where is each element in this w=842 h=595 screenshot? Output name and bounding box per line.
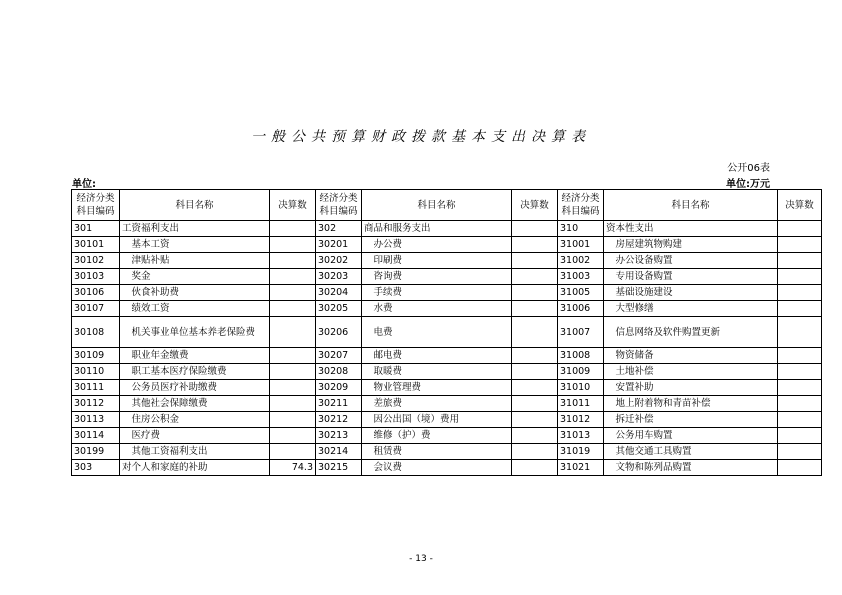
code-cell: 30208 [316,364,362,380]
name-cell: 办公设备购置 [604,253,778,269]
amount-cell [270,237,316,253]
amount-cell [512,380,558,396]
table-row [72,253,822,269]
code-cell: 302 [316,221,362,237]
header-code-3: 经济分类科目编码 [558,190,604,221]
amount-cell [778,380,822,396]
name-cell: 手续费 [362,285,512,301]
amount-cell [512,317,558,348]
amount-cell [512,348,558,364]
header-amount-2: 决算数 [512,190,558,221]
amount-cell [778,285,822,301]
amount-cell [270,301,316,317]
name-cell: 文物和陈列品购置 [604,460,778,476]
amount-cell [512,460,558,476]
name-cell: 会议费 [362,460,512,476]
header-amount-1: 决算数 [270,190,316,221]
amount-cell [270,428,316,444]
name-cell: 取暖费 [362,364,512,380]
expenditure-table [71,189,822,476]
name-cell: 住房公积金 [120,412,270,428]
amount-cell [512,301,558,317]
table-row [72,428,822,444]
name-cell: 租赁费 [362,444,512,460]
name-cell: 资本性支出 [604,221,778,237]
code-cell: 301 [72,221,120,237]
name-cell: 基础设施建设 [604,285,778,301]
amount-cell [512,269,558,285]
amount-cell [270,380,316,396]
amount-cell [778,301,822,317]
code-cell: 30205 [316,301,362,317]
code-cell: 30204 [316,285,362,301]
amount-cell [270,253,316,269]
amount-cell [778,269,822,285]
unit-label: 单位: [72,179,96,190]
name-cell: 其他社会保障缴费 [120,396,270,412]
code-cell: 30213 [316,428,362,444]
name-cell: 大型修缮 [604,301,778,317]
table-row [72,460,822,476]
name-cell: 机关事业单位基本养老保险费 [120,317,270,348]
code-cell: 30108 [72,317,120,348]
page-title: 一般公共预算财政拨款基本支出决算表 [251,129,591,145]
amount-cell [778,237,822,253]
amount-cell [270,396,316,412]
amount-cell [778,364,822,380]
name-cell: 职业年金缴费 [120,348,270,364]
code-cell: 30209 [316,380,362,396]
name-cell: 物业管理费 [362,380,512,396]
code-cell: 31002 [558,253,604,269]
name-cell: 专用设备购置 [604,269,778,285]
name-cell: 维修（护）费 [362,428,512,444]
name-cell: 奖金 [120,269,270,285]
table-header-row [72,190,822,221]
amount-cell [778,253,822,269]
amount-cell [512,396,558,412]
code-cell: 30112 [72,396,120,412]
code-cell: 30101 [72,237,120,253]
code-cell: 31006 [558,301,604,317]
header-amount-3: 决算数 [778,190,822,221]
name-cell: 土地补偿 [604,364,778,380]
name-cell: 邮电费 [362,348,512,364]
amount-cell: 74.3 [270,460,316,476]
name-cell: 商品和服务支出 [362,221,512,237]
amount-cell [778,428,822,444]
code-cell: 31008 [558,348,604,364]
amount-cell [270,364,316,380]
code-cell: 31019 [558,444,604,460]
code-cell: 30109 [72,348,120,364]
code-cell: 30113 [72,412,120,428]
code-cell: 310 [558,221,604,237]
table-row [72,396,822,412]
code-cell: 303 [72,460,120,476]
name-cell: 其他工资福利支出 [120,444,270,460]
name-cell: 差旅费 [362,396,512,412]
table-row [72,237,822,253]
header-code-2: 经济分类科目编码 [316,190,362,221]
name-cell: 办公费 [362,237,512,253]
code-cell: 31011 [558,396,604,412]
code-cell: 31005 [558,285,604,301]
name-cell: 咨询费 [362,269,512,285]
name-cell: 房屋建筑物购建 [604,237,778,253]
table-row [72,221,822,237]
name-cell: 因公出国（境）费用 [362,412,512,428]
code-cell: 30215 [316,460,362,476]
amount-cell [778,317,822,348]
amount-cell [270,348,316,364]
code-cell: 31013 [558,428,604,444]
amount-cell [778,444,822,460]
code-cell: 31001 [558,237,604,253]
name-cell: 信息网络及软件购置更新 [604,317,778,348]
code-cell: 30107 [72,301,120,317]
name-cell: 印刷费 [362,253,512,269]
form-number: 公开06表 [727,163,770,174]
table-row [72,412,822,428]
amount-cell [778,412,822,428]
name-cell: 工资福利支出 [120,221,270,237]
amount-cell [270,285,316,301]
code-cell: 30212 [316,412,362,428]
code-cell: 30114 [72,428,120,444]
name-cell: 津贴补贴 [120,253,270,269]
amount-cell [270,317,316,348]
amount-cell [778,396,822,412]
code-cell: 30111 [72,380,120,396]
amount-cell [270,444,316,460]
code-cell: 30207 [316,348,362,364]
table-row [72,285,822,301]
code-cell: 31012 [558,412,604,428]
code-cell: 30211 [316,396,362,412]
code-cell: 31003 [558,269,604,285]
code-cell: 30206 [316,317,362,348]
amount-cell [512,253,558,269]
page-number: - 13 - [409,554,433,564]
name-cell: 地上附着物和青苗补偿 [604,396,778,412]
table-row [72,444,822,460]
table-row [72,348,822,364]
name-cell: 公务员医疗补助缴费 [120,380,270,396]
name-cell: 物资储备 [604,348,778,364]
name-cell: 其他交通工具购置 [604,444,778,460]
amount-cell [270,412,316,428]
table-row [72,301,822,317]
amount-cell [778,221,822,237]
amount-cell [778,460,822,476]
header-name-1: 科目名称 [120,190,270,221]
table-row [72,269,822,285]
code-cell: 30202 [316,253,362,269]
table-row [72,380,822,396]
header-code-1: 经济分类科目编码 [72,190,120,221]
amount-cell [778,348,822,364]
code-cell: 30110 [72,364,120,380]
header-name-3: 科目名称 [604,190,778,221]
amount-cell [512,237,558,253]
amount-cell [270,221,316,237]
code-cell: 30201 [316,237,362,253]
name-cell: 电费 [362,317,512,348]
name-cell: 医疗费 [120,428,270,444]
amount-cell [270,269,316,285]
name-cell: 安置补助 [604,380,778,396]
code-cell: 31021 [558,460,604,476]
code-cell: 30199 [72,444,120,460]
amount-cell [512,412,558,428]
code-cell: 30102 [72,253,120,269]
name-cell: 公务用车购置 [604,428,778,444]
name-cell: 职工基本医疗保险缴费 [120,364,270,380]
name-cell: 基本工资 [120,237,270,253]
header-name-2: 科目名称 [362,190,512,221]
amount-cell [512,364,558,380]
code-cell: 30203 [316,269,362,285]
name-cell: 拆迁补偿 [604,412,778,428]
name-cell: 伙食补助费 [120,285,270,301]
code-cell: 30214 [316,444,362,460]
amount-cell [512,221,558,237]
table-row [72,317,822,348]
amount-cell [512,285,558,301]
name-cell: 水费 [362,301,512,317]
currency-unit-label: 单位:万元 [726,179,770,190]
amount-cell [512,428,558,444]
amount-cell [512,444,558,460]
code-cell: 31007 [558,317,604,348]
name-cell: 对个人和家庭的补助 [120,460,270,476]
table-row [72,364,822,380]
name-cell: 绩效工资 [120,301,270,317]
code-cell: 31010 [558,380,604,396]
code-cell: 30103 [72,269,120,285]
code-cell: 30106 [72,285,120,301]
code-cell: 31009 [558,364,604,380]
